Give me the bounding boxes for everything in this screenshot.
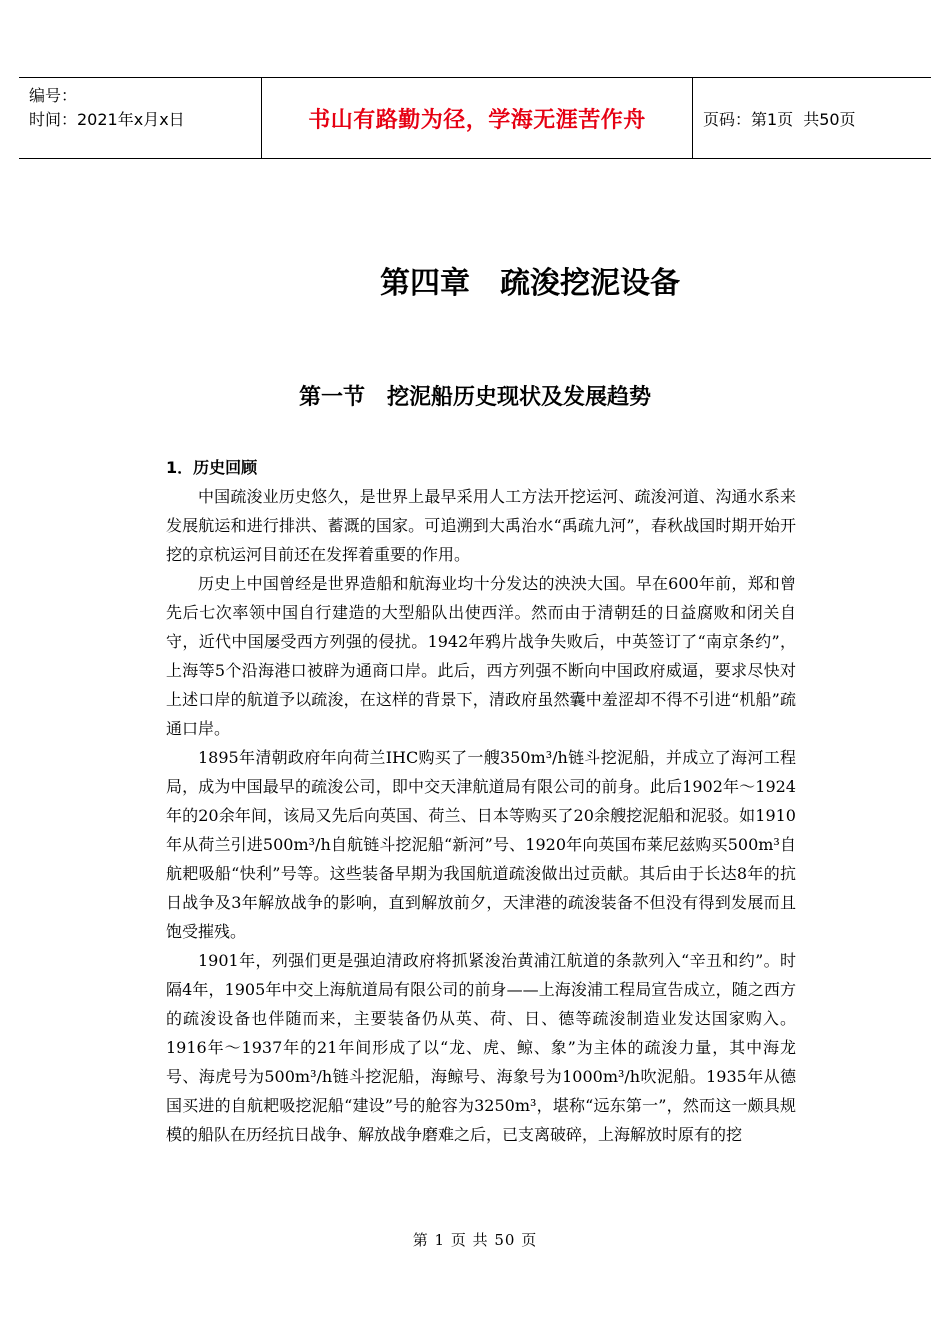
- section-title: 第一节 挖泥船历史现状及发展趋势: [298, 385, 651, 410]
- chapter-title: 第四章 疏浚挖泥设备: [380, 266, 680, 301]
- paragraph: 历史上中国曾经是世界造船和航海业均十分发达的泱泱大国。早在600年前，郑和曾先后七次率领中国自行建造的大型船队出使西洋。然而由于清朝廷的日益腐败和闭关自守，近代中国屡受西方列强的侵扰。1942年鸦片战争失败后，中英签订了“南京条约”，上海等5个沿海港口被辟为通商口岸。此后，西方列强不断向中国政府威逼，要求尽快对上述口岸的航道予以疏浚，在这样的背景下，清政府虽然囊中羞涩却不得不引进“机船”疏通口岸。: [166, 574, 796, 738]
- page-label: 页码：第1页: [703, 109, 794, 129]
- page-cell: [693, 78, 931, 158]
- paragraph: 1895年清朝政府年向荷兰IHC购买了一艘350m³/h链斗挖泥船，并成立了海河工程局，成为中国最早的疏浚公司，即中交天津航道局有限公司的前身。此后1902年～1924年的20余年间，该局又先后向英国、荷兰、日本等购买了20余艘挖泥船和泥驳。如1910年从荷兰引进500m³/h自航链斗挖泥船“新河”号、1920年向英国布莱尼兹购买500m³自航耙吸船“快利”号等。这些装备早期为我国航道疏浚做出过贡献。其后由于长达8年的抗日战争及3年解放战争的影响，直到解放前夕，天津港的疏浚装备不但没有得到发展而且饱受摧残。: [166, 748, 796, 941]
- paragraph: 中国疏浚业历史悠久，是世界上最早采用人工方法开挖运河、疏浚河道、沟通水系来发展航运和进行排洪、蓄溉的国家。可追溯到大禹治水“禹疏九河”，春秋战国时期开始开挖的京杭运河目前还在发挥着重要的作用。: [166, 487, 796, 564]
- paragraph: 1901年，列强们更是强迫清政府将抓紧浚治黄浦江航道的条款列入“辛丑和约”。时隔4年，1905年中交上海航道局有限公司的前身——上海浚浦工程局宣告成立，随之西方的疏浚设备也伴随而来，主要装备仍从英、荷、日、德等疏浚制造业发达国家购入。1916年～1937年的21年间形成了以“龙、虎、鲸、象”为主体的疏浚力量，其中海龙号、海虎号为500m³/h链斗挖泥船，海鲸号、海象号为1000m³/h吹泥船。1935年从德国买进的自航耙吸挖泥船“建设”号的舱容为3250m³，堪称“远东第一”，然而这一颇具规模的船队在历经抗日战争、解放战争磨难之后，已支离破碎，上海解放时原有的挖: [166, 951, 796, 1144]
- total-pages-label: 共50页: [803, 109, 856, 129]
- header-meta-cell: [19, 78, 262, 158]
- number-label: 编号：: [29, 86, 78, 105]
- header-table: [19, 77, 931, 159]
- page-footer: 第 1 页 共 50 页: [412, 1231, 538, 1249]
- body-text: [166, 453, 796, 1149]
- time-label: 时间：2021年x月x日: [29, 110, 185, 129]
- motto-cell: [262, 78, 693, 158]
- motto: 书山有路勤为径，学海无涯苦作舟: [308, 107, 646, 133]
- subsection-title: 1．历史回顾: [166, 458, 258, 477]
